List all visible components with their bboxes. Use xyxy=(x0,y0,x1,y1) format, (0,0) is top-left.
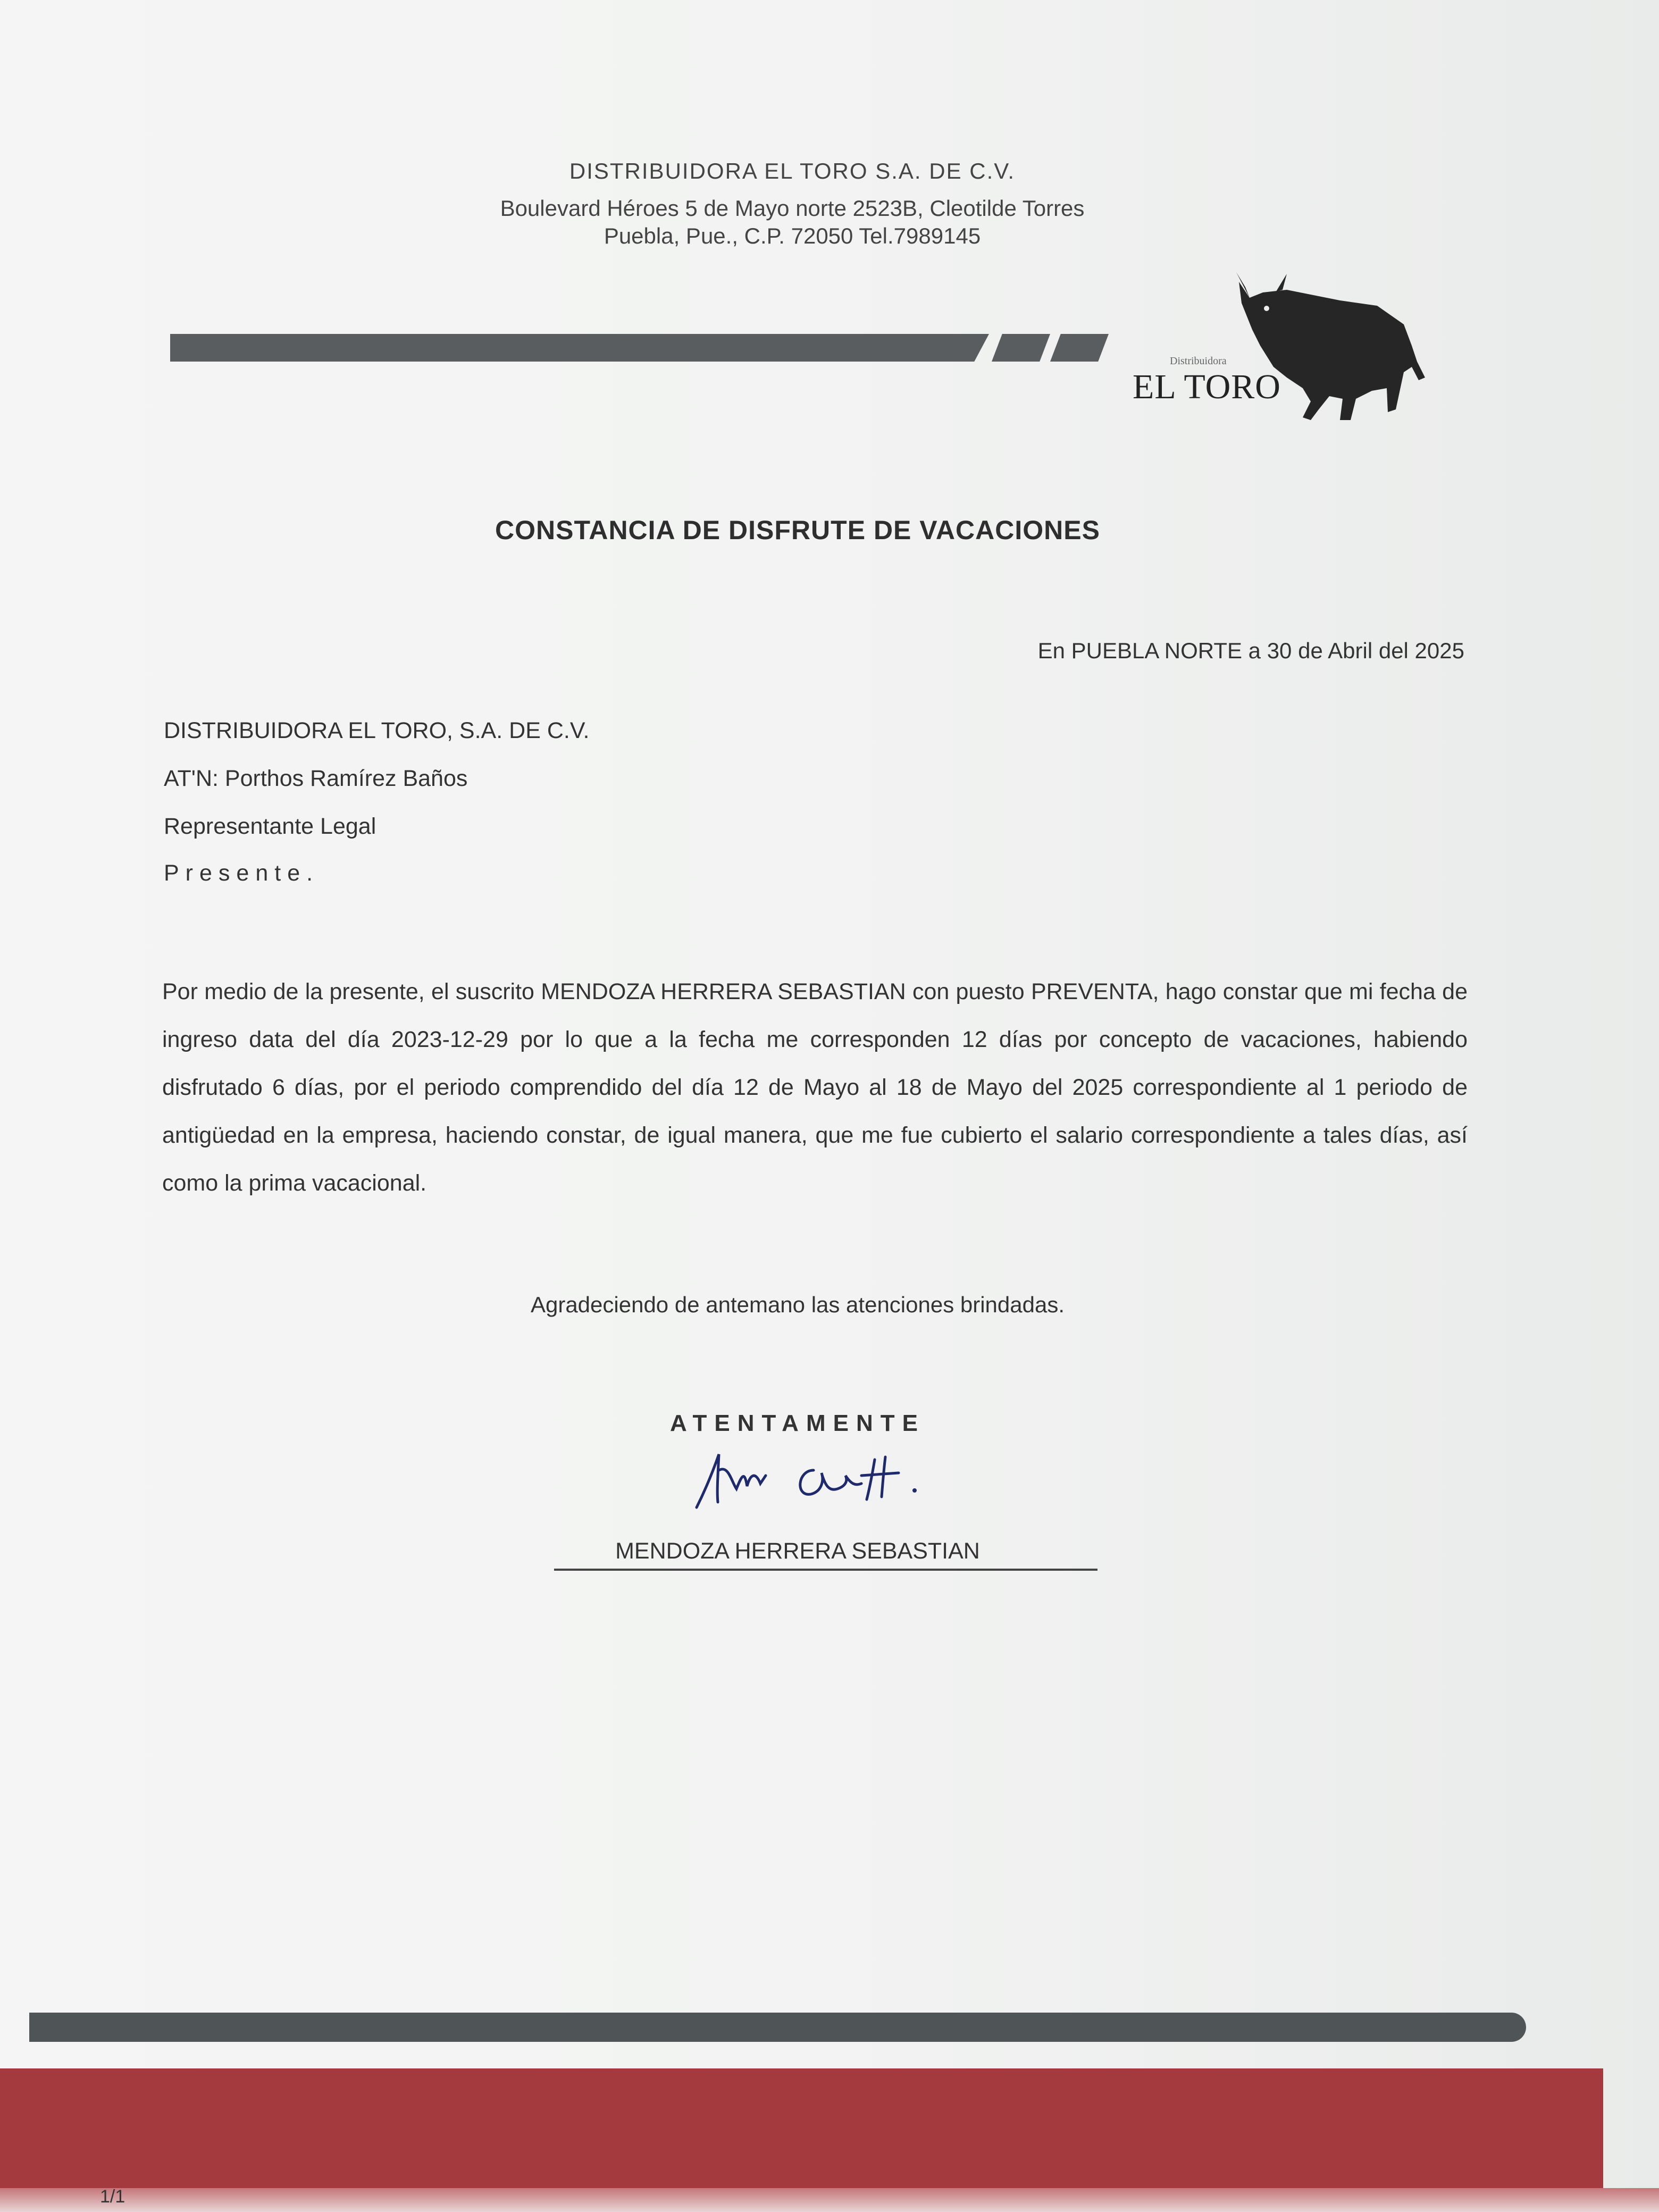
header-bar-main xyxy=(170,334,989,362)
page-number: 1/1 xyxy=(100,2186,125,2207)
addressee-company: DISTRIBUIDORA EL TORO, S.A. DE C.V. xyxy=(164,718,590,743)
header-bar-segment xyxy=(1050,334,1109,362)
letterhead-address-line2: Puebla, Pue., C.P. 72050 Tel.7989145 xyxy=(604,223,981,248)
letterhead-address-line1: Boulevard Héroes 5 de Mayo norte 2523B, Cleotilde Torres xyxy=(500,196,1085,221)
footer-gray-bar xyxy=(29,2013,1526,2042)
place-date: En PUEBLA NORTE a 30 de Abril del 2025 xyxy=(1037,638,1464,663)
addressee-presente: Presente. xyxy=(164,860,320,886)
header-bar-segment xyxy=(992,334,1050,362)
closing-thanks: Agradeciendo de antemano las atenciones brindadas. xyxy=(530,1292,1065,1317)
document-title: CONSTANCIA DE DISFRUTE DE VACACIONES xyxy=(495,515,1100,545)
signer-name: MENDOZA HERRERA SEBASTIAN xyxy=(615,1538,980,1564)
handwritten-signature xyxy=(686,1438,962,1523)
logo-small-text: Distribuidora xyxy=(1170,355,1227,367)
body-paragraph: Por medio de la presente, el suscrito MENDOZA HERRERA SEBASTIAN con puesto PREVENTA, hago constar que mi fecha de ingreso data del día 2023-12-29 por lo que a la fecha me corresponden 12 días por concepto de vacaciones, habiendo disfrutado 6 días, por el periodo comprendido del día 12 de Mayo al 18 de Mayo del 2025 correspondiente al 1 periodo de antigüedad en la empresa, haciendo constar, de igual manera, que me fue cubierto el salario correspondiente a tales días, así como la prima vacacional. xyxy=(162,979,1468,1196)
addressee-atn: AT'N: Porthos Ramírez Baños xyxy=(164,766,468,791)
footer-red-band xyxy=(0,2068,1603,2188)
letterhead-company: DISTRIBUIDORA EL TORO S.A. DE C.V. xyxy=(569,158,1016,183)
signature-line xyxy=(554,1569,1097,1571)
footer-red-fade xyxy=(0,2188,1659,2212)
addressee-role: Representante Legal xyxy=(164,814,376,839)
logo-name: EL TORO xyxy=(1133,367,1281,406)
closing-atentamente: ATENTAMENTE xyxy=(670,1410,925,1436)
